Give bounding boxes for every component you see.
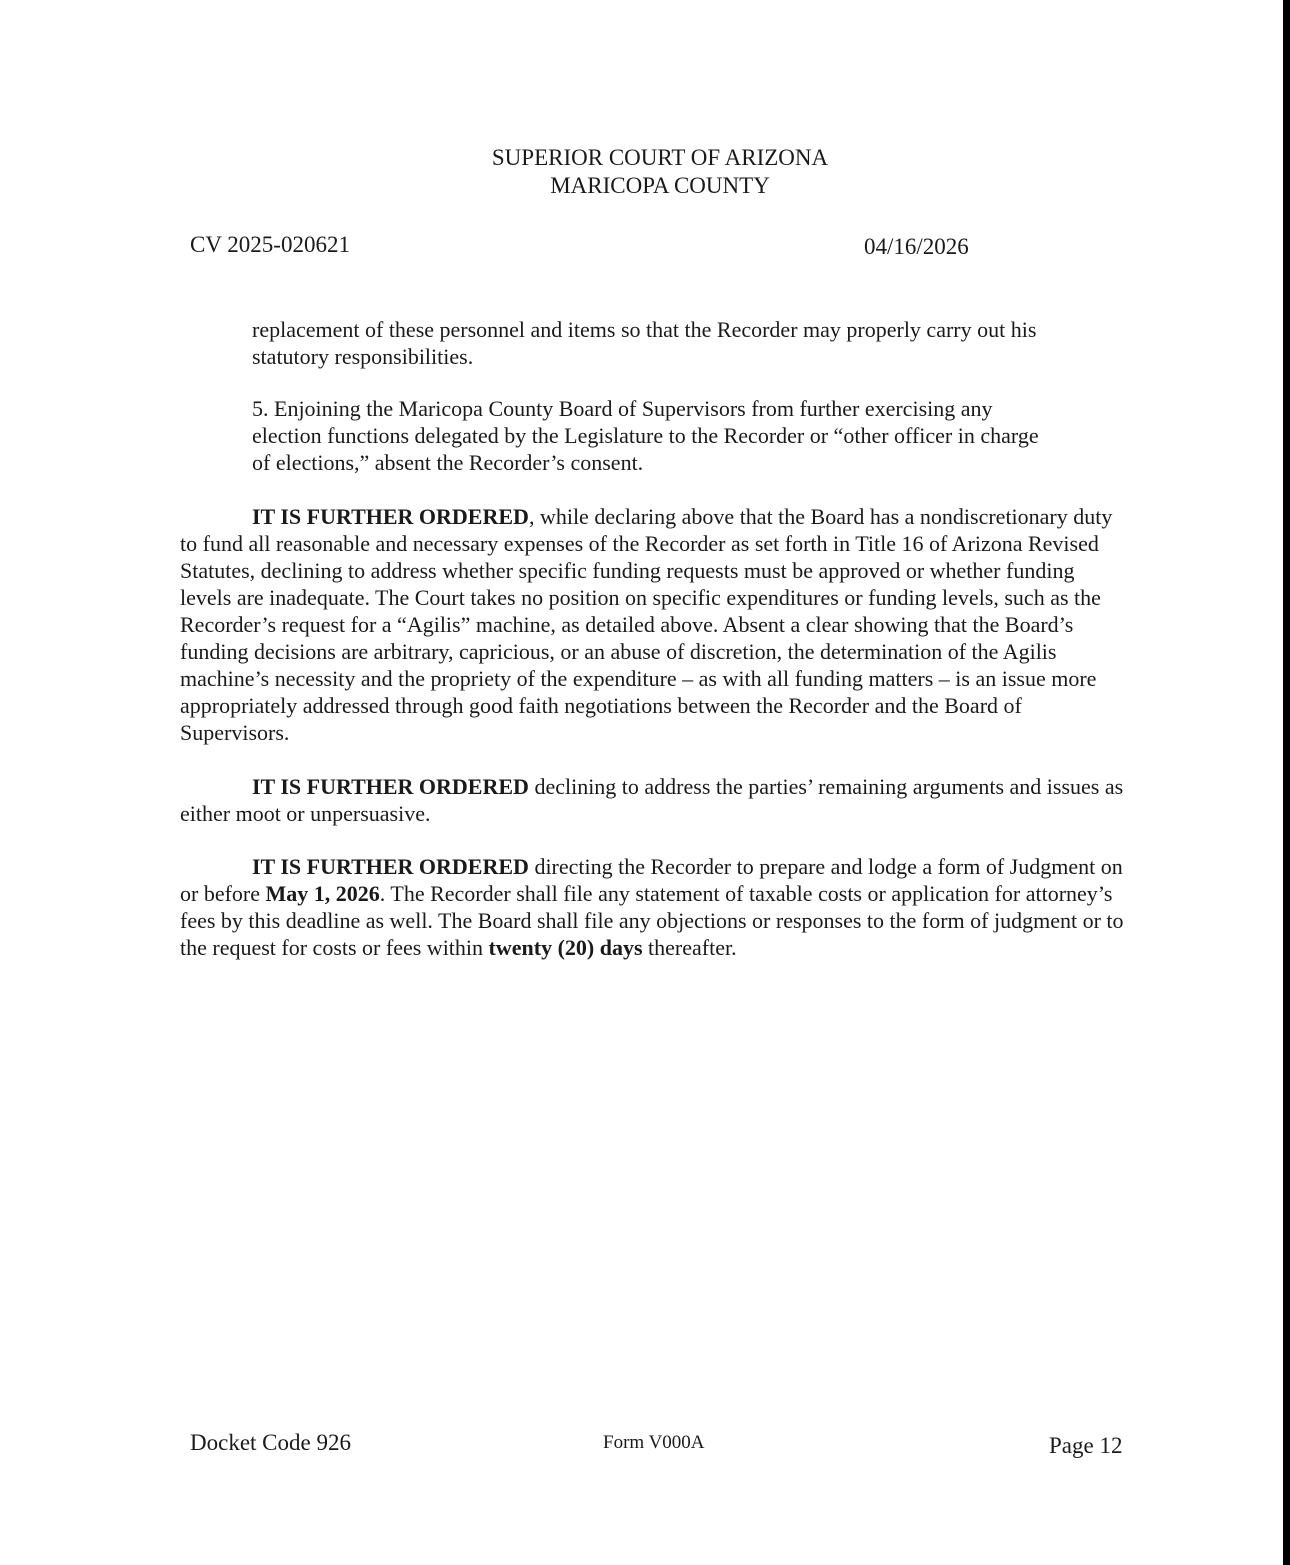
item-5-paragraph: 5. Enjoining the Maricopa County Board of Supervisors from further exercising any election functions delegated by the Legislature to the Recorder or “other officer in charge of elections,” absent the Recorder’s consent. [252,396,1039,475]
page-number: Page 12 [1049,1433,1123,1458]
response-period: twenty (20) days [488,935,643,960]
case-number: CV 2025-020621 [190,232,350,257]
judgment-deadline: May 1, 2026 [265,881,380,906]
continuation-paragraph: replacement of these personnel and items so that the Recorder may properly carry out his statutory responsibilities. [252,317,1037,369]
order-paragraph-1 [180,503,1124,746]
court-name: SUPERIOR COURT OF ARIZONA [491,145,829,170]
form-code: Form V000A [603,1432,705,1453]
order-label: IT IS FURTHER ORDERED [252,854,529,879]
order-label: IT IS FURTHER ORDERED [252,504,529,529]
order-text: directing the Recorder to prepare and lodge a form of Judgment on or before [180,854,1123,906]
docket-code: Docket Code 926 [190,1430,351,1455]
order-text: . The Recorder shall file any statement of taxable costs or application for attorney’s fees by this deadline as well. The Board shall file any objections or responses to the form of judgment or to the request for costs or fees within [180,881,1124,960]
order-text: declining to address the parties’ remaining arguments and issues as either moot or unpersuasive. [180,774,1124,826]
order-paragraph-3 [180,853,1124,961]
order-paragraph-2 [180,773,1124,827]
county-name: MARICOPA COUNTY [550,173,770,198]
order-label: IT IS FURTHER ORDERED [252,774,529,799]
order-text: thereafter. [642,935,737,960]
court-header [0,144,1290,200]
order-text: , while declaring above that the Board has a nondiscretionary duty to fund all reasonable and necessary expenses of the Recorder as set forth in Title 16 of Arizona Revised Statutes, declining to address whether specific funding requests must be approved or whether funding levels are inadequate. The Court takes no position on specific expenditures or funding levels, such as the Recorder’s request for a “Agilis” machine, as detailed above. Absent a clear showing that the Board’s funding decisions are arbitrary, capricious, or an abuse of discretion, the determination of the Agilis machine’s necessity and the propriety of the expenditure – as with all funding matters – is an issue more appropriately addressed through good faith negotiations between the Recorder and the Board of Supervisors. [180,504,1113,745]
case-date: 04/16/2026 [864,234,969,259]
